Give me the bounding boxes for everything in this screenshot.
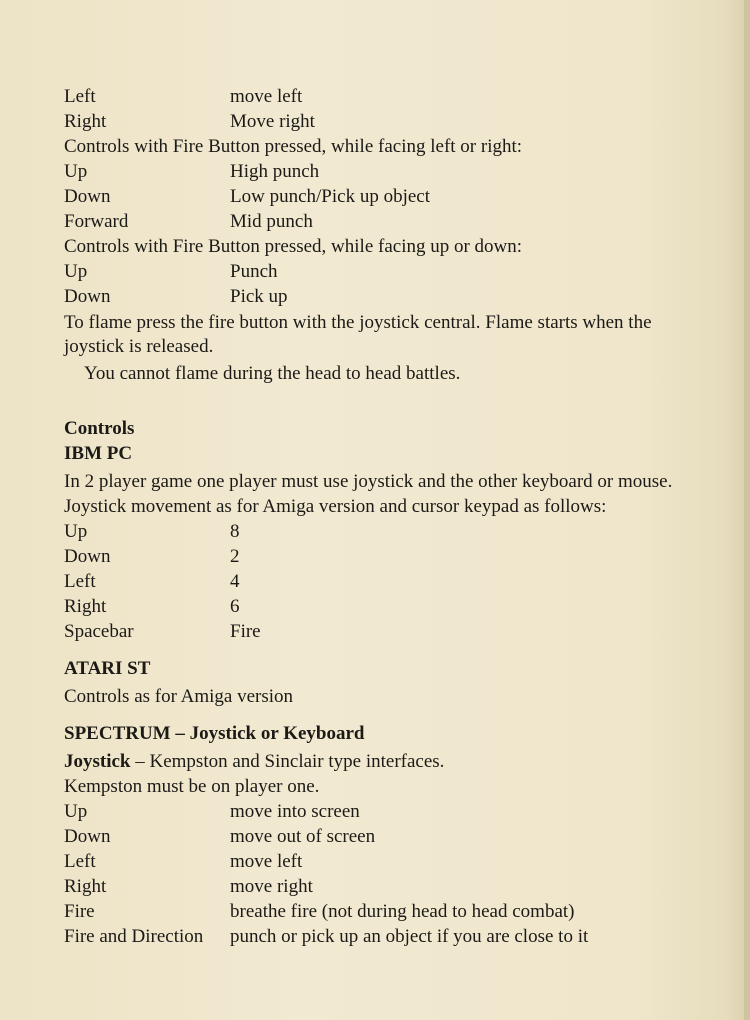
- kempston-note: Kempston must be on player one.: [64, 776, 320, 797]
- control-row: [64, 569, 704, 594]
- control-row: [64, 544, 704, 569]
- control-row: [64, 159, 704, 184]
- control-row: [64, 824, 704, 849]
- control-row: [64, 849, 704, 874]
- control-row: [64, 594, 704, 619]
- joystick-interfaces: – Kempston and Sinclair type interfaces.: [130, 751, 445, 772]
- atari-controls-note: Controls as for Amiga version: [64, 686, 294, 707]
- control-row: [64, 619, 704, 644]
- control-action: Pick up: [230, 286, 288, 307]
- control-row: [64, 519, 704, 544]
- control-key: Left: [64, 571, 96, 592]
- control-action: Low punch/Pick up object: [230, 186, 430, 207]
- flame-instructions: To flame press the fire button with the joystick central. Flame starts when the joystick is released.: [64, 312, 652, 357]
- control-action: High punch: [230, 161, 320, 182]
- joystick-label: Joystick: [64, 751, 131, 772]
- control-row: [64, 924, 704, 949]
- ibm-keypad-list: [64, 519, 704, 644]
- heading-fire-up-down: Controls with Fire Button pressed, while facing up or down:: [64, 236, 523, 257]
- control-row: [64, 184, 704, 209]
- control-key: Left: [64, 86, 96, 107]
- ibm-pc-heading: IBM PC: [64, 443, 133, 464]
- control-row: [64, 284, 704, 309]
- control-row: [64, 259, 704, 284]
- control-row: [64, 84, 704, 109]
- control-key: Down: [64, 186, 111, 207]
- control-action: breathe fire (not during head to head combat): [230, 901, 575, 922]
- control-action: 6: [230, 596, 240, 617]
- spectrum-joystick-line: [64, 749, 704, 774]
- control-key: Up: [64, 801, 88, 822]
- controls-heading: Controls: [64, 418, 135, 439]
- control-action: 8: [230, 521, 240, 542]
- control-key: Down: [64, 546, 111, 567]
- control-action: move out of screen: [230, 826, 376, 847]
- control-key: Right: [64, 876, 107, 897]
- control-action: Mid punch: [230, 211, 313, 232]
- ibm-keypad-intro: Joystick movement as for Amiga version and cursor keypad as follows:: [64, 496, 607, 517]
- movement-list: [64, 84, 704, 134]
- control-row: [64, 799, 704, 824]
- ibm-two-player-note: In 2 player game one player must use joystick and the other keyboard or mouse.: [64, 471, 673, 492]
- flame-note: You cannot flame during the head to head battles.: [84, 363, 461, 384]
- control-action: move right: [230, 876, 313, 897]
- control-row: [64, 209, 704, 234]
- control-action: Fire: [230, 621, 261, 642]
- control-action: move left: [230, 86, 303, 107]
- control-key: Spacebar: [64, 621, 134, 642]
- control-key: Up: [64, 261, 88, 282]
- control-row: [64, 899, 704, 924]
- page-edge: [744, 0, 750, 1020]
- control-action: 2: [230, 546, 240, 567]
- control-key: Fire: [64, 901, 95, 922]
- control-key: Right: [64, 111, 107, 132]
- control-row: [64, 109, 704, 134]
- control-row: [64, 874, 704, 899]
- control-key: Down: [64, 826, 111, 847]
- fire-up-down-list: [64, 259, 704, 309]
- control-key: Left: [64, 851, 96, 872]
- control-key: Down: [64, 286, 111, 307]
- spectrum-heading: SPECTRUM – Joystick or Keyboard: [64, 723, 365, 744]
- control-key: Fire and Direction: [64, 926, 204, 947]
- control-key: Up: [64, 521, 88, 542]
- control-action: 4: [230, 571, 240, 592]
- spectrum-controls-list: [64, 799, 704, 949]
- control-action: move into screen: [230, 801, 360, 822]
- control-action: Punch: [230, 261, 278, 282]
- control-action: move left: [230, 851, 303, 872]
- heading-fire-left-right: Controls with Fire Button pressed, while facing left or right:: [64, 136, 523, 157]
- control-action: punch or pick up an object if you are close to it: [230, 926, 589, 947]
- fire-left-right-list: [64, 159, 704, 234]
- page-content: [64, 84, 704, 949]
- control-key: Forward: [64, 211, 129, 232]
- control-action: Move right: [230, 111, 315, 132]
- control-key: Up: [64, 161, 88, 182]
- atari-st-heading: ATARI ST: [64, 658, 151, 679]
- control-key: Right: [64, 596, 107, 617]
